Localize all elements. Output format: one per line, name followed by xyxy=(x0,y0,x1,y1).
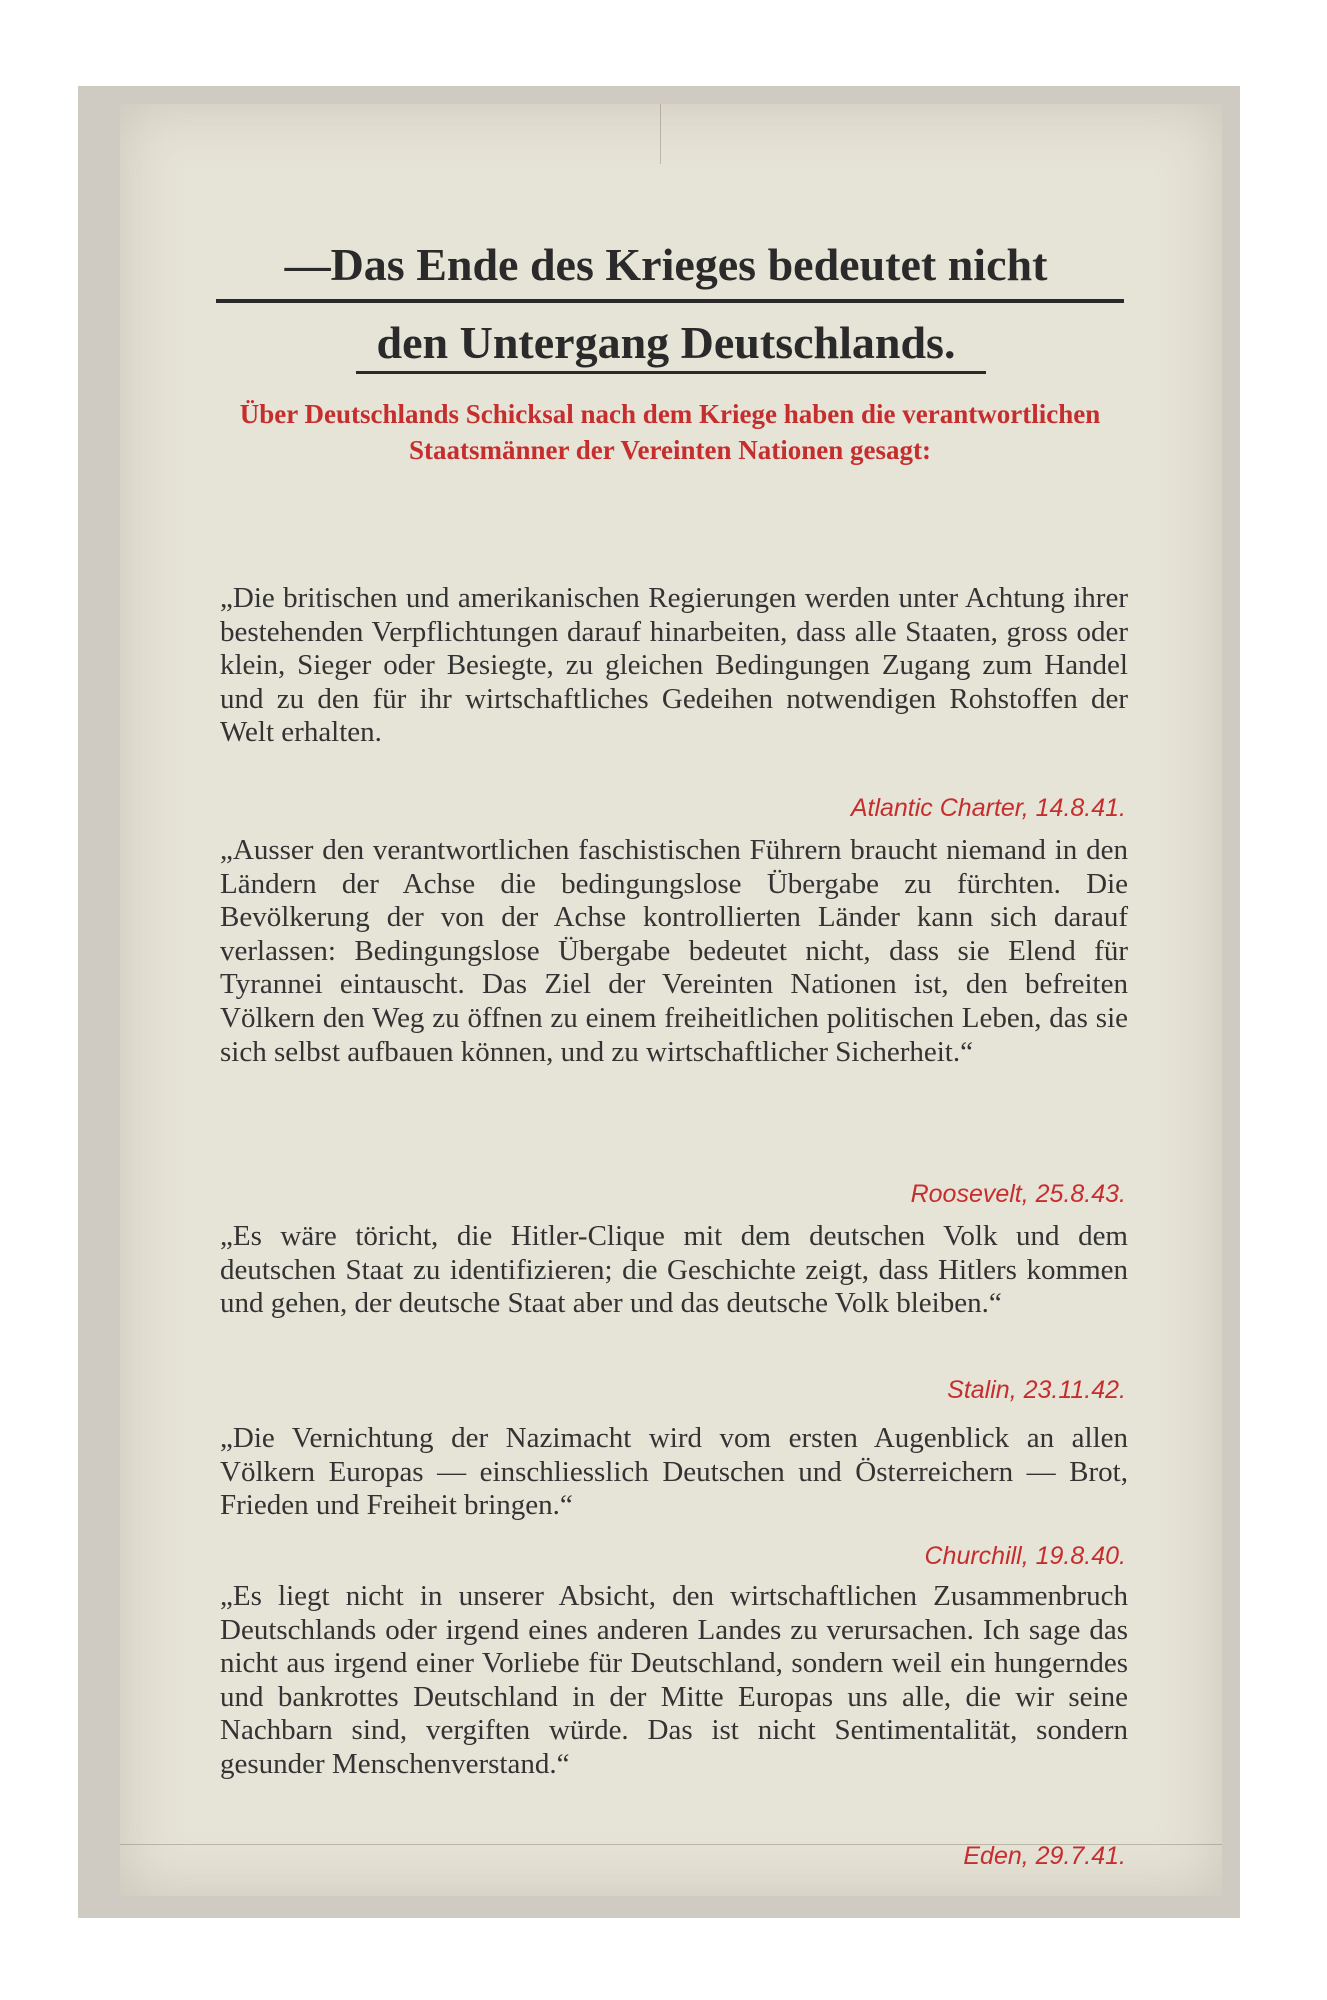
headline-line-2: den Untergang Deutschlands. xyxy=(376,317,956,368)
source-atlantic-charter: Atlantic Charter, 14.8.41. xyxy=(850,794,1126,822)
source-churchill: Churchill, 19.8.40. xyxy=(924,1542,1126,1570)
quote-roosevelt: „Ausser den verantwortlichen faschistischen Führern braucht niemand in den Ländern der Achse die bedingungslose Übergabe zu fürchten. Die Bevölkerung der von der Achse kontrollierten Länder kann sich darauf verlassen: Bedingungslose Übergabe bedeutet nicht, dass sie Elend für Tyrannei eintauscht. Das Ziel der Vereinten Nationen ist, den befreiten Völkern den Weg zu öffnen zu einem freiheitlichen politischen Leben, das sie sich selbst aufbauen können, und zu wirtschaftlicher Sicherheit.“ xyxy=(220,834,1128,1068)
paper-crease-vertical xyxy=(660,104,661,164)
headline-line-1: —Das Ende des Krieges bedeutet nicht xyxy=(284,239,1048,290)
source-eden: Eden, 29.7.41. xyxy=(963,1842,1126,1870)
headline-underline-2 xyxy=(356,371,986,374)
quote-atlantic-charter: „Die britischen und amerikanischen Regierungen werden unter Achtung ihrer bestehenden Verpflichtungen darauf hinarbeiten, dass alle Staaten, gross oder klein, Sieger oder Besiegte, zu gleichen Bedingungen Zugang zum Handel und zu den für ihr wirtschaftliches Gedeihen notwendigen Rohstoffen der Welt erhalten. xyxy=(220,582,1128,749)
intro-statement: Über Deutschlands Schicksal nach dem Kriege haben die verantwortlichen Staatsmänner der Vereinten Nationen gesagt: xyxy=(239,399,1101,465)
quote-stalin: „Es wäre töricht, die Hitler-Clique mit dem deutschen Volk und dem deutschen Staat zu identifizieren; die Geschichte zeigt, dass Hitlers kommen und gehen, der deutsche Staat aber und das deutsche Volk bleiben.“ xyxy=(220,1220,1128,1320)
source-stalin: Stalin, 23.11.42. xyxy=(947,1376,1126,1404)
source-roosevelt: Roosevelt, 25.8.43. xyxy=(910,1180,1126,1208)
quote-churchill: „Die Vernichtung der Nazimacht wird vom ersten Augenblick an allen Völkern Europas — einschliesslich Deutschen und Österreichern — Brot, Frieden und Freiheit bringen.“ xyxy=(220,1422,1128,1522)
leaflet-paper xyxy=(120,104,1222,1896)
headline-underline-1 xyxy=(216,299,1124,303)
quote-eden: „Es liegt nicht in unserer Absicht, den wirtschaftlichen Zusammenbruch Deutschlands oder irgend eines anderen Landes zu verursachen. Ich sage das nicht aus irgend einer Vorliebe für Deutschland, sondern weil ein hungerndes und bankrottes Deutschland in der Mitte Europas uns alle, die wir seine Nachbarn sind, vergiften würde. Das ist nicht Sentimentalität, sondern gesunder Menschenverstand.“ xyxy=(220,1580,1128,1780)
